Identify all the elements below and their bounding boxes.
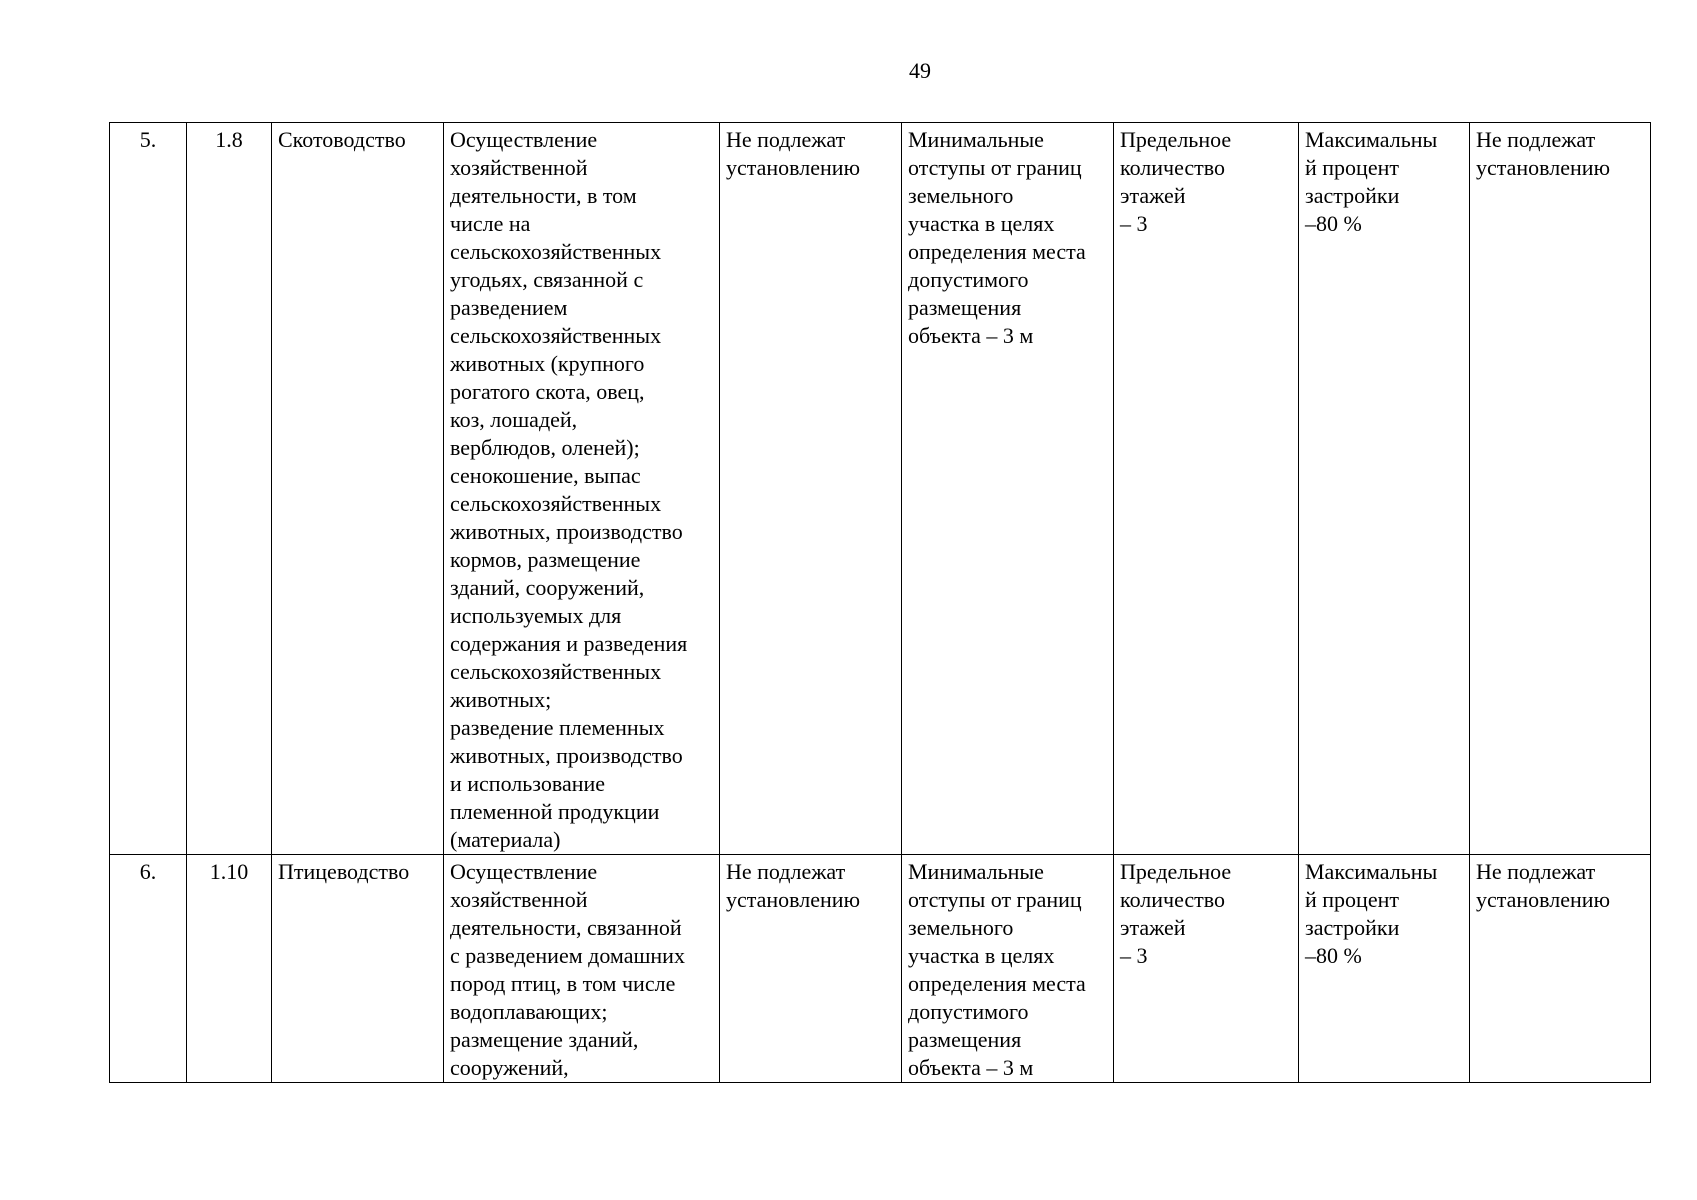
plot-size-cell: Не подлежат установлению [720, 123, 902, 855]
use-description-cell: Осуществление хозяйственной деятельности, в том числе на сельскохозяйственных угодьях, связанной с разведением сельскохозяйственных животных (крупного рогатого скота, овец, коз, лошадей, верблюдов, оленей); сенокошение, выпас сельскохозяйственных животных, производство кормов, размещение зданий, сооружений, используемых для содержания и разведения сельскохозяйственных животных; разведение племенных животных, производство и использование племенной продукции (материала) [444, 123, 720, 855]
floors-cell: Предельное количество этажей – 3 [1114, 855, 1299, 1083]
other-params-cell: Не подлежат установлению [1470, 855, 1651, 1083]
use-code-cell: 1.10 [187, 855, 272, 1083]
table-row [110, 855, 1651, 1083]
land-use-table [109, 122, 1651, 1083]
plot-size-cell: Не подлежат установлению [720, 855, 902, 1083]
page-number: 49 [909, 58, 931, 83]
other-params-cell: Не подлежат установлению [1470, 123, 1651, 855]
row-number-cell: 5. [110, 123, 187, 855]
setbacks-cell: Минимальные отступы от границ земельного участка в целях определения места допустимого размещения объекта – 3 м [902, 123, 1114, 855]
coverage-cell: Максимальны й процент застройки –80 % [1299, 855, 1470, 1083]
coverage-cell: Максимальны й процент застройки –80 % [1299, 123, 1470, 855]
use-name-cell: Скотоводство [272, 123, 444, 855]
floors-cell: Предельное количество этажей – 3 [1114, 123, 1299, 855]
setbacks-cell: Минимальные отступы от границ земельного участка в целях определения места допустимого размещения объекта – 3 м [902, 855, 1114, 1083]
use-code-cell: 1.8 [187, 123, 272, 855]
use-name-cell: Птицеводство [272, 855, 444, 1083]
row-number-cell: 6. [110, 855, 187, 1083]
use-description-cell: Осуществление хозяйственной деятельности, связанной с разведением домашних пород птиц, в том числе водоплавающих; размещение зданий, сооружений, [444, 855, 720, 1083]
table-row [110, 123, 1651, 855]
